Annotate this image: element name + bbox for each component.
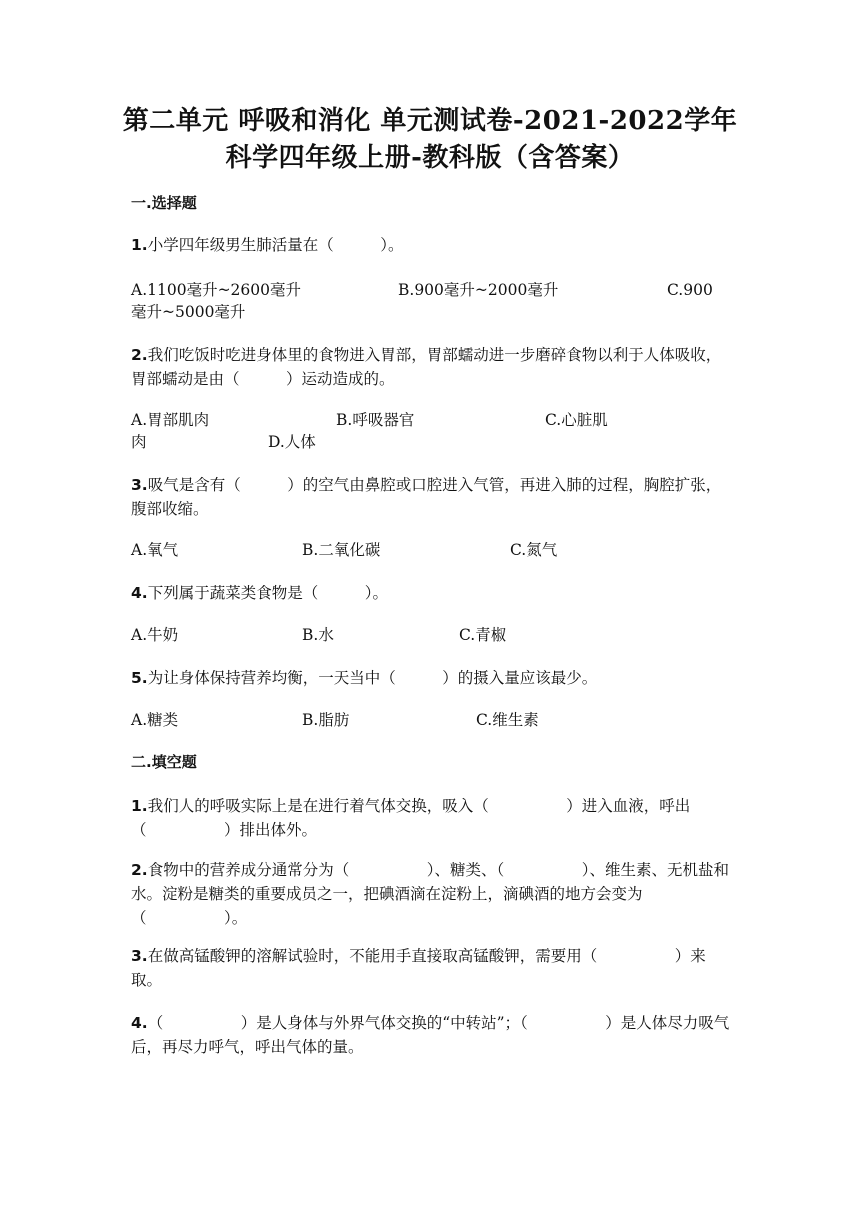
option-c-continued: 肉 — [131, 433, 147, 451]
question-number: 3. — [131, 476, 148, 494]
option-a: A.糖类 — [131, 711, 179, 729]
exam-title-line1: 第二单元 呼吸和消化 单元测试卷-2021-2022学年 — [122, 106, 738, 136]
choice-question-2 — [131, 343, 731, 391]
fill-question-4 — [131, 1011, 731, 1059]
exam-title-line2: 科学四年级上册-教科版（含答案） — [225, 143, 635, 173]
option-c-continued: 毫升~5000毫升 — [131, 303, 246, 321]
option-d: D.人体 — [268, 433, 316, 451]
option-b: B.呼吸器官 — [336, 411, 415, 429]
option-b: B.900毫升~2000毫升 — [398, 281, 559, 299]
question-number: 5. — [131, 669, 148, 687]
question-number: 3. — [131, 947, 148, 965]
question-text: 为让身体保持营养均衡，一天当中（ ）的摄入量应该最少。 — [147, 669, 598, 687]
question-text: 小学四年级男生肺活量在（ ）。 — [147, 236, 404, 254]
question-number: 4. — [131, 584, 148, 602]
option-a: A.1100毫升~2600毫升 — [131, 281, 302, 299]
option-b: B.二氧化碳 — [302, 541, 381, 559]
option-c: C.心脏肌 — [545, 411, 608, 429]
fill-question-2 — [131, 858, 731, 930]
question-number: 2. — [131, 346, 148, 364]
choice-question-3 — [131, 473, 731, 521]
option-b: B.脂肪 — [302, 711, 350, 729]
choice-question-1 — [131, 233, 731, 257]
question-number: 1. — [131, 797, 148, 815]
option-a: A.牛奶 — [131, 626, 179, 644]
fill-question-3 — [131, 944, 731, 992]
option-c: C.维生素 — [476, 711, 539, 729]
section-heading-fill: 二.填空题 — [131, 753, 197, 771]
question-text: （ ）是人身体与外界气体交换的“中转站”；（ ）是人体尽力吸气后，再尽力呼气，呼出气体的量。 — [131, 1014, 730, 1056]
question-text: 我们人的呼吸实际上是在进行着气体交换，吸入（ ）进入血液，呼出（ ）排出体外。 — [131, 797, 691, 839]
option-c: C.青椒 — [459, 626, 507, 644]
question-text: 我们吃饭时吃进身体里的食物进入胃部，胃部蠕动进一步磨碎食物以利于人体吸收，胃部蠕动是由（ ）运动造成的。 — [131, 346, 722, 388]
option-c: C.900 — [667, 281, 713, 299]
section-heading-choice: 一.选择题 — [131, 194, 197, 212]
option-b: B.水 — [302, 626, 334, 644]
question-text: 食物中的营养成分通常分为（ ）、糖类、（ ）、维生素、无机盐和水。淀粉是糖类的重要成员之一，把碘酒滴在淀粉上，滴碘酒的地方会变为（ ）。 — [131, 861, 729, 927]
question-number: 2. — [131, 861, 148, 879]
fill-question-1 — [131, 794, 731, 842]
question-number: 4. — [131, 1014, 148, 1032]
choice-question-4 — [131, 581, 731, 605]
choice-question-5 — [131, 666, 731, 690]
question-number: 1. — [131, 236, 148, 254]
question-text: 下列属于蔬菜类食物是（ ）。 — [147, 584, 388, 602]
option-a: A.胃部肌肉 — [131, 411, 210, 429]
option-a: A.氧气 — [131, 541, 179, 559]
option-c: C.氮气 — [510, 541, 558, 559]
question-text: 在做高锰酸钾的溶解试验时，不能用手直接取高锰酸钾，需要用（ ）来取。 — [131, 947, 706, 989]
question-text: 吸气是含有（ ）的空气由鼻腔或口腔进入气管，再进入肺的过程，胸腔扩张，腹部收缩。 — [131, 476, 722, 518]
